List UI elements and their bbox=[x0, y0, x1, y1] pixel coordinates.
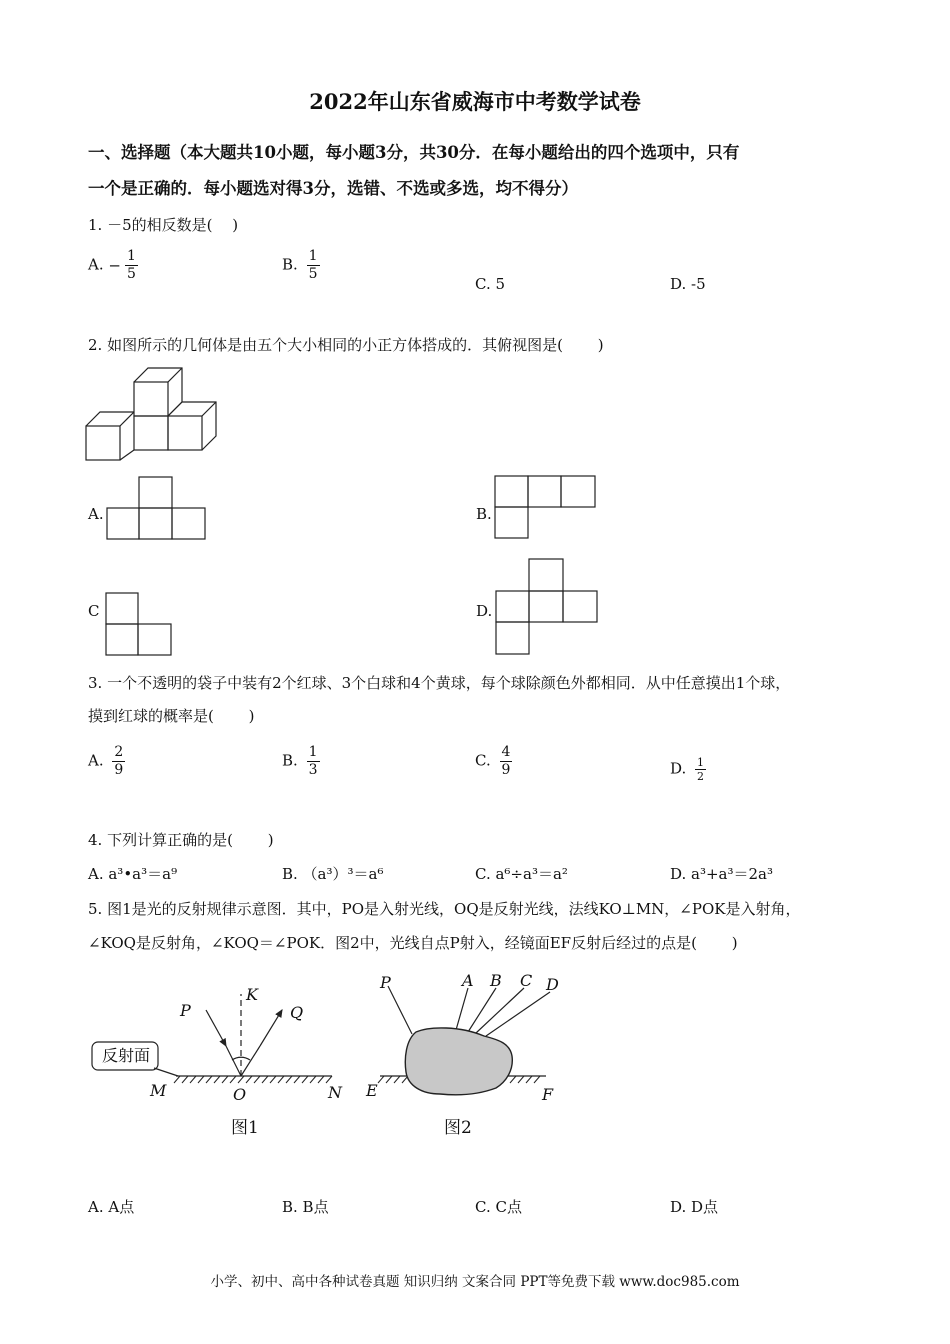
q3-option-b-label: B. bbox=[282, 751, 298, 770]
q5-stem bbox=[88, 894, 888, 958]
fig2-label-D: D bbox=[546, 975, 559, 994]
fig1-label-O: O bbox=[233, 1085, 247, 1104]
fig1-label-reflect: 反射面 bbox=[102, 1046, 151, 1065]
q3-option-b-den: 3 bbox=[308, 762, 318, 778]
section-heading-line1: 一、选择题（本大题共10小题，每小题3分，共30分．在每小题给出的四个选项中，只有 bbox=[88, 143, 740, 162]
q1-option-a: A. − $\frac{1}{5}$ bbox=[88, 248, 136, 282]
fig1-label-N: N bbox=[328, 1083, 342, 1102]
q5-option-a: A. A点 bbox=[88, 1198, 135, 1216]
fig1-label-K: K bbox=[246, 985, 258, 1004]
q3-option-a bbox=[88, 744, 125, 779]
fig2-caption: 图2 bbox=[444, 1118, 472, 1138]
fig1-label-P: P bbox=[180, 1001, 191, 1020]
q4-option-a: A. a³•a³＝a⁹ bbox=[88, 865, 178, 883]
q5-option-c: C. C点 bbox=[475, 1198, 522, 1216]
q3-stem-line2: 摸到红球的概率是( ) bbox=[88, 707, 255, 725]
page-footer: 小学、初中、高中各种试卷真题 知识归纳 文案合同 PPT等免费下载 www.doc985.com bbox=[210, 1274, 740, 1290]
q1-stem: 1. －5的相反数是( ) bbox=[88, 216, 239, 234]
q3-option-d bbox=[670, 756, 706, 783]
section-heading-line2: 一个是正确的．每小题选对得3分，选错、不选或多选，均不得分） bbox=[88, 179, 578, 198]
q3-option-c bbox=[475, 744, 512, 779]
q2-option-b-label: B. bbox=[476, 505, 492, 523]
q1-option-a-num: 1 bbox=[126, 248, 136, 264]
q2-option-d-label: D. bbox=[476, 602, 493, 620]
q1-option-d: D. -5 bbox=[670, 275, 706, 293]
q2-option-b-figure bbox=[494, 475, 598, 541]
q3-option-a-num: 2 bbox=[114, 744, 124, 760]
q3-option-d-den: 2 bbox=[697, 770, 705, 783]
q1-option-a-den: 5 bbox=[126, 266, 136, 282]
q3-option-d-num: 1 bbox=[697, 756, 705, 769]
section-heading bbox=[88, 135, 878, 207]
fig1-label-M: M bbox=[150, 1081, 167, 1100]
q1-option-b-den: 5 bbox=[308, 266, 318, 282]
q3-option-c-label: C. bbox=[475, 751, 491, 770]
q4-option-b: B. （a³）³＝a⁶ bbox=[282, 865, 384, 883]
q4-option-c: C. a⁶÷a³＝a² bbox=[475, 865, 568, 883]
q3-option-b-num: 1 bbox=[308, 744, 318, 760]
page-title: 2022年山东省威海市中考数学试卷 bbox=[309, 89, 641, 114]
q1-option-b-num: 1 bbox=[308, 248, 318, 264]
q2-stem: 2. 如图所示的几何体是由五个大小相同的小正方体搭成的．其俯视图是( ) bbox=[88, 336, 604, 354]
q2-option-a-figure bbox=[106, 476, 208, 540]
q4-option-d: D. a³+a³＝2a³ bbox=[670, 865, 774, 883]
fig2-label-P: P bbox=[380, 973, 391, 992]
q2-option-c-label: C bbox=[88, 602, 100, 620]
fig2-label-F: F bbox=[542, 1085, 554, 1104]
fig1-caption: 图1 bbox=[231, 1118, 259, 1138]
fig2-label-B: B bbox=[490, 971, 502, 990]
q5-option-d: D. D点 bbox=[670, 1198, 719, 1216]
fig1-label-Q: Q bbox=[290, 1003, 304, 1022]
q3-option-c-num: 4 bbox=[501, 744, 511, 760]
q1-option-a-label: A. bbox=[88, 255, 104, 274]
q3-stem bbox=[88, 668, 888, 731]
q2-option-c-figure bbox=[105, 592, 173, 656]
fig2-stone bbox=[405, 1028, 512, 1095]
q1-option-b bbox=[282, 248, 320, 283]
q5-figure-1 bbox=[88, 980, 350, 1140]
q1-option-c: C. 5 bbox=[475, 275, 506, 293]
q3-option-a-label: A. bbox=[88, 751, 104, 770]
q5-stem-line1: 5. 图1是光的反射规律示意图．其中，PO是入射光线，OQ是反射光线，法线KO⊥MN，∠POK是入射角， bbox=[88, 900, 801, 918]
q3-stem-line1: 3. 一个不透明的袋子中装有2个红球、3个白球和4个黄球，每个球除颜色外都相同．从中任意摸出1个球， bbox=[88, 674, 791, 692]
fig2-label-E: E bbox=[366, 1081, 378, 1100]
q3-option-c-den: 9 bbox=[501, 762, 511, 778]
q3-option-d-label: D. bbox=[670, 759, 687, 778]
q3-option-b bbox=[282, 744, 320, 779]
q5-figure-2 bbox=[360, 970, 570, 1140]
q2-option-d-figure bbox=[495, 558, 599, 656]
q3-option-a-den: 9 bbox=[114, 762, 124, 778]
q2-solid-figure bbox=[84, 364, 224, 464]
q1-option-b-label: B. bbox=[282, 255, 298, 274]
fig2-label-C: C bbox=[520, 971, 533, 990]
q5-stem-line2: ∠KOQ是反射角，∠KOQ＝∠POK．图2中，光线自点P射入，经镜面EF反射后经过的点是( ) bbox=[88, 934, 738, 952]
fig2-label-A: A bbox=[462, 971, 474, 990]
q2-option-a-label: A. bbox=[88, 505, 104, 523]
q4-stem: 4. 下列计算正确的是( ) bbox=[88, 831, 274, 849]
q5-option-b: B. B点 bbox=[282, 1198, 329, 1216]
